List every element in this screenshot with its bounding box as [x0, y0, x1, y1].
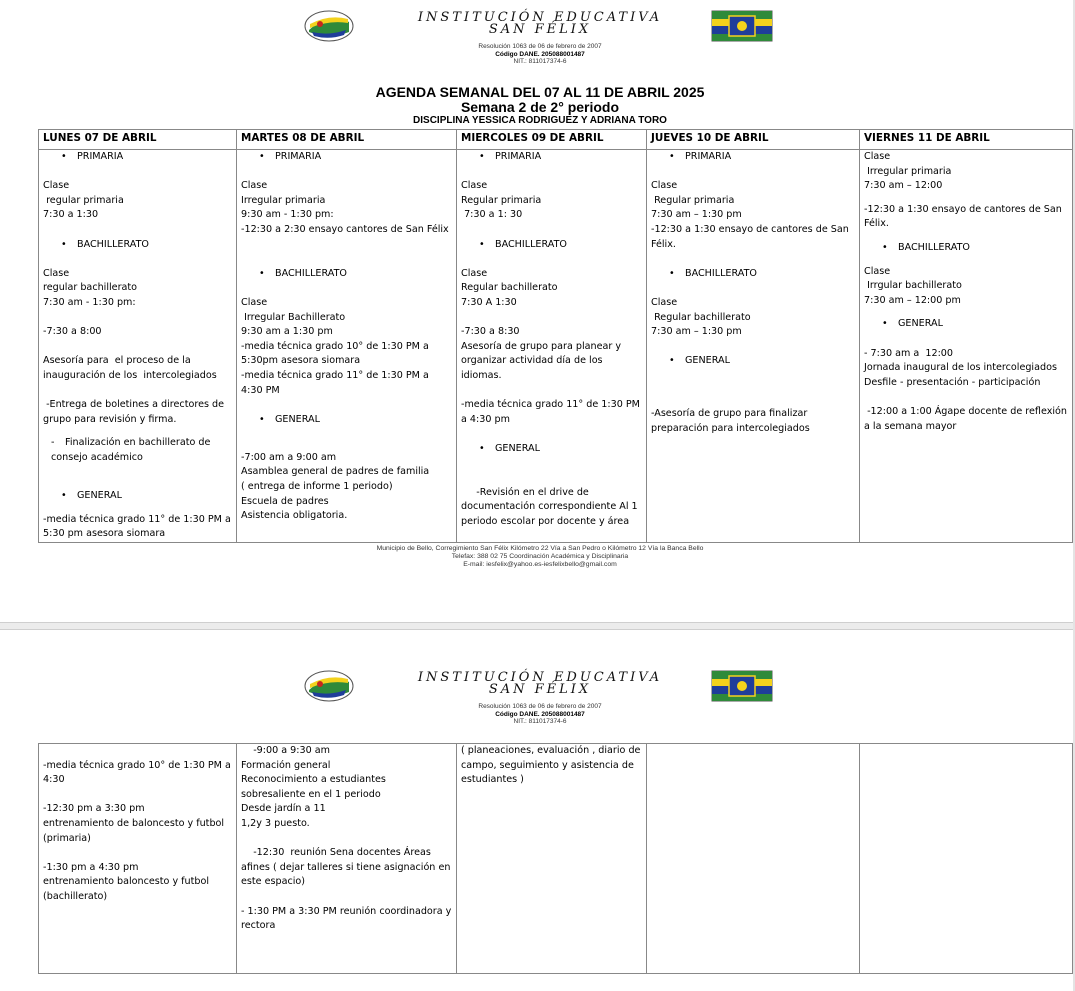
cell-line: -12:00 a 1:00 Ágape docente de reflexión a la semana mayor: [864, 405, 1071, 432]
cell-spacer: [43, 384, 233, 399]
cell-line: Asesoría de grupo para planear y organizar actividad día de los idiomas.: [461, 340, 625, 381]
cell-spacer: [241, 442, 453, 451]
day-header: MIERCOLES 09 DE ABRIL: [457, 130, 647, 150]
cell-line: Clase: [864, 265, 891, 277]
dane-code: Código DANE. 205088001487: [495, 710, 585, 718]
cell-line: - Finalización en bachillerato de consejo académico: [43, 436, 233, 465]
cell-line: 7:30 am – 1:30 pm: [651, 209, 742, 221]
cell-spacer: [651, 384, 856, 399]
cell-line: -12:30 a 1:30 ensayo de cantores de San Félix.: [864, 203, 1065, 230]
day-header: LUNES 07 DE ABRIL: [39, 130, 237, 150]
cell-spacer: [651, 340, 856, 355]
institution-name: [370, 672, 710, 696]
day-cell-lunes: [39, 150, 237, 543]
cell-spacer: [864, 194, 1069, 203]
cell-line: Desfile - presentación - participación: [864, 376, 1041, 388]
cell-spacer: [241, 398, 453, 413]
section-bullet: • GENERAL: [651, 354, 856, 369]
cell-line: Regular bachillerato: [651, 311, 751, 323]
cell-line: Clase: [241, 296, 268, 308]
section-bullet: • PRIMARIA: [43, 150, 233, 165]
day-cell-lunes-continued: [39, 744, 237, 974]
cell-spacer: [43, 788, 233, 803]
cell-line: 7:30 am – 1:30 pm: [651, 326, 742, 338]
cell-spacer: [461, 384, 643, 399]
footer-telefax: Telefax: 388 02 75 Coordinación Académica y Disciplinaria: [451, 553, 629, 560]
cell-line: -1:30 pm a 4:30 pm: [43, 861, 139, 873]
cell-line: Escuela de padres: [241, 495, 329, 507]
nit-text: NIT.: 811017374-6: [513, 58, 567, 65]
cell-line: -Asesoría de grupo para finalizar preparación para intercolegiados: [651, 408, 811, 434]
cell-spacer: [241, 165, 453, 180]
page-footer: [0, 545, 1075, 569]
cell-spacer: [43, 846, 233, 861]
cell-line: Regular primaria: [651, 194, 735, 206]
institution-legal-info: [0, 43, 1075, 66]
cell-spacer: [651, 281, 856, 296]
cell-line: -12:30 reunión Sena docentes Áreas afines ( dejar talleres si tiene asignación en este espacio): [241, 847, 454, 888]
day-cell-jueves-continued: [647, 744, 860, 974]
section-bullet: • PRIMARIA: [651, 150, 856, 165]
cell-spacer: [461, 223, 643, 238]
cell-spacer: [241, 281, 453, 296]
cell-line: regular primaria: [43, 194, 124, 206]
cell-spacer: [43, 340, 233, 355]
cell-line: Asesoría para el proceso de la inauguración de los intercolegiados: [43, 355, 217, 381]
cell-line: -12:30 a 2:30 ensayo cantores de San Félix: [241, 223, 449, 235]
section-bullet: • PRIMARIA: [241, 150, 453, 165]
cell-line: Clase: [43, 267, 70, 279]
municipal-flag-icon: [711, 10, 773, 42]
section-bullet: • GENERAL: [43, 489, 233, 504]
cell-line: -7:00 am a 9:00 am: [241, 451, 337, 463]
cell-spacer: [651, 165, 856, 180]
dane-code: Código DANE. 205088001487: [495, 50, 585, 58]
cell-spacer: [241, 890, 453, 905]
cell-spacer: [43, 427, 233, 436]
institution-name-line2: SAN FÉLIX: [488, 682, 592, 697]
section-bullet: • BACHILLERATO: [651, 267, 856, 282]
cell-line: Clase: [864, 151, 891, 162]
cell-line: Regular primaria: [461, 194, 542, 206]
cell-line: Clase: [43, 180, 70, 192]
cell-line: 1,2y 3 puesto.: [241, 817, 310, 829]
institution-name-line1: INSTITUCIÓN EDUCATIVA: [417, 10, 663, 25]
institution-name-line1: INSTITUCIÓN EDUCATIVA: [417, 670, 663, 685]
cell-line: 7:30 am – 12:00: [864, 180, 943, 192]
cell-line: Clase: [461, 267, 488, 279]
cell-line: Reconocimiento a estudiantes sobresaliente en el 1 periodo: [241, 774, 389, 800]
cell-spacer: [864, 256, 1069, 265]
section-bullet: • BACHILLERATO: [864, 241, 1069, 256]
cell-line: -12:30 pm a 3:30 pm: [43, 803, 145, 815]
table-row: [39, 744, 1073, 974]
cell-spacer: [241, 252, 453, 267]
day-cell-viernes: [860, 150, 1073, 543]
cell-spacer: [43, 252, 233, 267]
cell-line: ( entrega de informe 1 periodo): [241, 481, 393, 493]
cell-line: 9:30 am - 1:30 pm:: [241, 209, 334, 221]
page-separator: [0, 622, 1075, 630]
institution-legal-info: [0, 703, 1075, 726]
resolution-text: Resolución 1063 de 06 de febrero de 2007: [478, 43, 602, 50]
cell-line: -9:00 a 9:30 am: [241, 745, 331, 756]
section-bullet: • GENERAL: [864, 317, 1069, 332]
cell-spacer: [864, 390, 1069, 405]
cell-spacer: [241, 427, 453, 442]
cell-line: entrenamiento de baloncesto y futbol (primaria): [43, 817, 228, 844]
cell-line: -Entrega de boletines a directores de grupo para revisión y firma.: [43, 399, 228, 425]
cell-spacer: [43, 165, 233, 180]
cell-line: Clase: [651, 296, 678, 308]
day-cell-miercoles-continued: [457, 744, 647, 974]
nit-text: NIT.: 811017374-6: [513, 718, 567, 725]
cell-line: entrenamiento baloncesto y futbol (bachillerato): [43, 876, 213, 902]
cell-line: -media técnica grado 10° de 1:30 PM a 4:30: [43, 759, 234, 786]
cell-spacer: [43, 223, 233, 238]
cell-spacer: [651, 369, 856, 384]
cell-spacer: [43, 504, 233, 513]
footer-address: Municipio de Bello, Corregimiento San Félix Kilómetro 22 Vía a San Pedro o Kilómetro 12 Vía la Banca Bello: [376, 545, 704, 552]
cell-spacer: [461, 252, 643, 267]
municipal-flag-icon: [711, 670, 773, 702]
cell-line: ( planeaciones, evaluación , diario de campo, seguimiento y asistencia de estudiantes ): [461, 745, 644, 786]
agenda-titles: [0, 84, 1075, 126]
institution-name: [370, 12, 710, 36]
day-cell-martes: [237, 150, 457, 543]
resolution-text: Resolución 1063 de 06 de febrero de 2007: [478, 703, 602, 710]
cell-spacer: [43, 480, 233, 489]
day-cell-martes-continued: [237, 744, 457, 974]
cell-line: -Revisión en el drive de documentación correspondiente Al 1 periodo escolar por docente y área: [461, 486, 641, 527]
cell-line: 7:30 am – 12:00 pm: [864, 294, 961, 306]
cell-line: regular bachillerato: [43, 282, 138, 294]
cell-line: 7:30 am - 1:30 pm:: [43, 296, 136, 308]
cell-spacer: [461, 311, 643, 326]
cell-spacer: [651, 398, 856, 407]
cell-line: Irregular primaria: [241, 194, 326, 206]
cell-line: -media técnica grado 11° de 1:30 PM a 5:30 pm asesora siomara: [43, 513, 234, 540]
cell-line: Asamblea general de padres de familia: [241, 466, 430, 478]
cell-spacer: [43, 465, 233, 480]
section-bullet: • BACHILLERATO: [461, 238, 643, 253]
cell-line: -media técnica grado 11° de 1:30 PM a 4:30 pm: [461, 399, 644, 425]
agenda-title: AGENDA SEMANAL DEL 07 AL 11 DE ABRIL 2025: [375, 84, 705, 100]
cell-line: -7:30 a 8:30: [461, 326, 520, 338]
cell-line: Irregular Bachillerato: [241, 311, 346, 323]
footer-email: E-mail: iesfelix@yahoo.es-iesfelixbello@gmail.com: [463, 561, 617, 568]
cell-line: Regular bachillerato: [461, 282, 558, 294]
section-bullet: • BACHILLERATO: [43, 238, 233, 253]
day-cell-jueves: [647, 150, 860, 543]
cell-line: Asistencia obligatoria.: [241, 510, 348, 522]
cell-line: 7:30 a 1:30: [43, 209, 99, 221]
cell-spacer: [864, 308, 1069, 317]
day-header: JUEVES 10 DE ABRIL: [647, 130, 860, 150]
cell-spacer: [461, 165, 643, 180]
cell-spacer: [864, 332, 1069, 347]
cell-line: Desde jardín a 11: [241, 803, 326, 815]
cell-spacer: [651, 252, 856, 267]
institution-name-line2: SAN FÉLIX: [488, 22, 592, 37]
cell-line: 7:30 a 1: 30: [461, 209, 523, 221]
document-page-2: [0, 630, 1075, 991]
section-bullet: • PRIMARIA: [461, 150, 643, 165]
cell-line: Clase: [241, 180, 268, 192]
cell-line: 9:30 am a 1:30 pm: [241, 326, 333, 338]
table-row: [39, 150, 1073, 543]
school-shield-logo-icon: [304, 10, 354, 42]
cell-line: Irregular primaria: [864, 165, 952, 177]
cell-spacer: [43, 744, 233, 759]
cell-line: 7:30 A 1:30: [461, 296, 517, 308]
cell-spacer: [461, 456, 643, 471]
table-header-row: [39, 130, 1073, 150]
section-bullet: • GENERAL: [241, 413, 453, 428]
cell-line: Clase: [651, 180, 678, 192]
day-header: VIERNES 11 DE ABRIL: [860, 130, 1073, 150]
agenda-table-page1: [38, 129, 1073, 543]
section-bullet: • BACHILLERATO: [241, 267, 453, 282]
section-bullet: • GENERAL: [461, 442, 643, 457]
cell-spacer: [43, 311, 233, 326]
cell-line: Clase: [461, 180, 488, 192]
agenda-subtitle: Semana 2 de 2° periodo: [460, 99, 620, 115]
cell-line: Jornada inaugural de los intercolegiados: [864, 362, 1057, 374]
agenda-table-page2: [38, 743, 1073, 974]
cell-line: -12:30 a 1:30 ensayo de cantores de San Félix.: [651, 223, 852, 250]
cell-line: -7:30 a 8:00: [43, 326, 102, 338]
school-shield-logo-icon: [304, 670, 354, 702]
cell-line: Irrgular bachillerato: [864, 280, 962, 292]
cell-spacer: [461, 427, 643, 442]
day-cell-viernes-continued: [860, 744, 1073, 974]
day-header: MARTES 08 DE ABRIL: [237, 130, 457, 150]
cell-line: - 7:30 am a 12:00: [864, 347, 954, 359]
cell-spacer: [241, 238, 453, 253]
day-cell-miercoles: [457, 150, 647, 543]
cell-spacer: [241, 832, 453, 847]
discipline-line: DISCIPLINA YESSICA RODRIGUEZ Y ADRIANA TORO: [413, 115, 667, 126]
cell-line: -media técnica grado 11° de 1:30 PM a 4:30 PM: [241, 369, 432, 396]
cell-line: Formación general: [241, 759, 331, 771]
cell-line: - 1:30 PM a 3:30 PM reunión coordinadora y rectora: [241, 905, 455, 932]
cell-spacer: [461, 471, 643, 486]
cell-line: -media técnica grado 10° de 1:30 PM a 5:30pm asesora siomara: [241, 340, 432, 367]
cell-spacer: [864, 232, 1069, 241]
